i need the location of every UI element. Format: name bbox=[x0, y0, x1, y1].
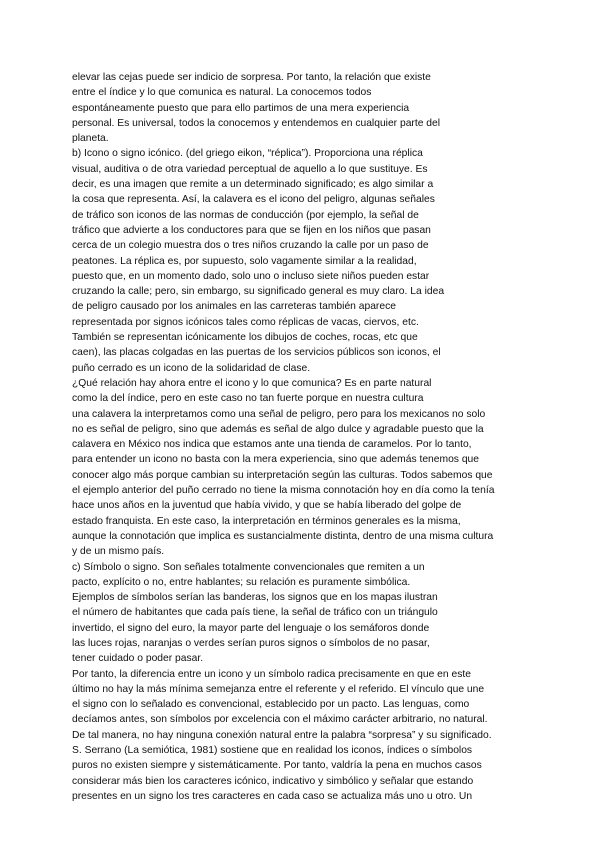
text-line: pacto, explícito o no, entre hablantes; su relación es puramente simbólica. bbox=[72, 576, 411, 588]
text-line: y de un mismo país. bbox=[72, 546, 165, 558]
text-line: considerar más bien los caracteres icónico, indicativo y simbólico y señalar que estando bbox=[72, 775, 474, 787]
text-line: puño cerrado es un icono de la solidaridad de clase. bbox=[72, 362, 311, 374]
text-line: el signo con lo señalado es convencional, establecido por un pacto. Las lenguas, como bbox=[72, 699, 470, 711]
text-line: último no hay la más mínima semejanza entre el referente y el referido. El vínculo que une bbox=[72, 683, 485, 695]
text-line: no es señal de peligro, sino que además es señal de algo dulce y agradable puesto que la bbox=[72, 423, 484, 435]
text-line: S. Serrano (La semiótica, 1981) sostiene que en realidad los iconos, índices o símbolos bbox=[72, 745, 473, 757]
text-line: la cosa que representa. Así, la calavera es el icono del peligro, algunas señales bbox=[72, 194, 435, 206]
text-line: de tráfico son iconos de las normas de conducción (por ejemplo, la señal de bbox=[72, 209, 419, 221]
text-line: elevar las cejas puede ser indicio de sorpresa. Por tanto, la relación que existe bbox=[72, 72, 431, 83]
text-line: espontáneamente puesto que para ello partimos de una mera experiencia bbox=[72, 102, 410, 114]
text-line: También se representan icónicamente los dibujos de coches, rocas, etc que bbox=[72, 332, 418, 344]
text-line: cerca de un colegio muestra dos o tres niños cruzando la calle por un paso de bbox=[72, 240, 429, 252]
text-line: decir, es una imagen que remite a un determinado significado; es algo similar a bbox=[72, 179, 434, 191]
text-line: de peligro causado por los animales en las carreteras también aparece bbox=[72, 301, 396, 313]
text-line: caen), las placas colgadas en las puertas de los servicios públicos son iconos, el bbox=[72, 347, 441, 359]
text-line: una calavera la interpretamos como una señal de peligro, pero para los mexicanos no solo bbox=[72, 408, 486, 420]
text-line: De tal manera, no hay ninguna conexión natural entre la palabra “sorpresa” y su significado. bbox=[72, 729, 492, 741]
text-line: cruzando la calle; pero, sin embargo, su significado general es muy claro. La idea bbox=[72, 286, 445, 298]
text-line: entre el índice y lo que comunica es natural. La conocemos todos bbox=[72, 87, 372, 99]
text-line: puesto que, en un momento dado, solo uno o incluso siete niños pueden estar bbox=[72, 270, 430, 282]
text-line: el número de habitantes que cada país tiene, la señal de tráfico con un triángulo bbox=[72, 607, 438, 619]
text-line: Ejemplos de símbolos serían las banderas, los signos que en los mapas ilustran bbox=[72, 592, 438, 604]
text-line: puros no existen siempre y sistemáticamente. Por tanto, valdría la pena en muchos casos bbox=[72, 760, 482, 772]
text-line: Por tanto, la diferencia entre un icono y un símbolo radica precisamente en que en este bbox=[72, 668, 471, 680]
text-line: las luces rojas, naranjas o verdes serían puros signos o símbolos de no pasar, bbox=[72, 637, 430, 649]
text-line: planeta. bbox=[72, 133, 109, 145]
text-line: tener cuidado o poder pasar. bbox=[72, 653, 204, 665]
text-line: presentes en un signo los tres caracteres en cada caso se actualiza más uno u otro. Un bbox=[72, 790, 473, 802]
text-line: estado franquista. En este caso, la interpretación en términos generales es la misma, bbox=[72, 515, 461, 527]
text-line: representada por signos icónicos tales como réplicas de vacas, ciervos, etc. bbox=[72, 316, 419, 328]
text-line: tráfico que advierte a los conductores para que se fijen en los niños que pasan bbox=[72, 224, 431, 236]
text-line: c) Símbolo o signo. Son señales totalmente convencionales que remiten a un bbox=[72, 561, 425, 573]
text-line: peatones. La réplica es, por supuesto, solo vagamente similar a la realidad, bbox=[72, 255, 417, 267]
text-line: invertido, el signo del euro, la mayor parte del lenguaje o los semáforos donde bbox=[72, 622, 430, 634]
text-line: visual, auditiva o de otra variedad perceptual de aquello a lo que sustituye. Es bbox=[72, 163, 428, 175]
text-line: calavera en México nos indica que estamos ante una tienda de caramelos. Por lo tanto, bbox=[72, 439, 472, 451]
text-line: personal. Es universal, todos la conocemos y entendemos en cualquier parte del bbox=[72, 117, 441, 129]
text-line: b) Icono o signo icónico. (del griego eikon, “réplica”). Proporciona una réplica bbox=[72, 148, 423, 160]
text-line: el ejemplo anterior del puño cerrado no tiene la misma connotación hoy en día como la tenía bbox=[72, 485, 495, 497]
text-line: hace unos años en la juventud que había vivido, y que se había liberado del golpe de bbox=[72, 500, 462, 512]
text-line: ¿Qué relación hay ahora entre el icono y lo que comunica? Es en parte natural bbox=[72, 377, 432, 389]
text-line: aunque la connotación que implica es sustancialmente distinta, dentro de una misma cultura bbox=[72, 530, 494, 542]
text-line: conocer algo más porque cambian su interpretación según las culturas. Todos sabemos que bbox=[72, 469, 493, 481]
text-line: decíamos antes, son símbolos por excelencia con el máximo carácter arbitrario, no natural. bbox=[72, 714, 488, 726]
text-line: como la del índice, pero en este caso no tan fuerte porque en nuestra cultura bbox=[72, 393, 424, 405]
body-text bbox=[72, 70, 532, 804]
text-line: para entender un icono no basta con la mera experiencia, sino que además tenemos que bbox=[72, 454, 479, 466]
